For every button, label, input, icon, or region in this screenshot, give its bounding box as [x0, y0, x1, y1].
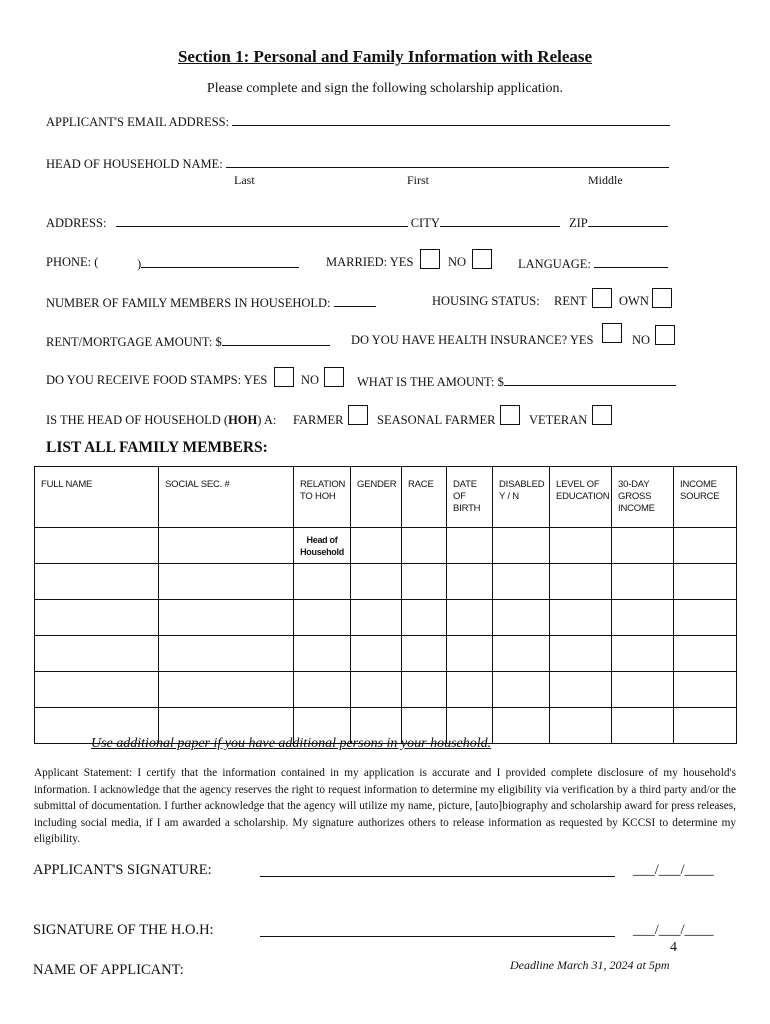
food-stamps-amount-field[interactable]	[504, 373, 676, 386]
table-cell[interactable]	[674, 708, 737, 744]
table-cell[interactable]	[159, 564, 294, 600]
table-cell[interactable]	[402, 564, 447, 600]
col-relation-to-hoh: RELATION TO HOH	[294, 467, 351, 528]
veteran-label: VETERAN	[529, 413, 588, 427]
col-full-name: FULL NAME	[35, 467, 159, 528]
married-no-label: NO	[448, 255, 467, 269]
rent-amount-label: RENT/MORTGAGE AMOUNT: $	[46, 335, 222, 349]
table-cell[interactable]	[493, 600, 550, 636]
table-cell[interactable]	[612, 672, 674, 708]
col-level-of-education: LEVEL OF EDUCATION	[550, 467, 612, 528]
food-stamps-yes-checkbox[interactable]	[274, 367, 294, 387]
hoh-name-row	[46, 155, 669, 172]
language-row	[518, 255, 668, 272]
table-cell[interactable]	[294, 636, 351, 672]
hoh-type-label-pre: IS THE HEAD OF HOUSEHOLD (	[46, 413, 229, 427]
rent-amount-row	[46, 333, 330, 350]
hoh-name-label: HEAD OF HOUSEHOLD NAME:	[46, 157, 223, 171]
own-label: OWN	[619, 294, 649, 308]
table-cell[interactable]	[493, 708, 550, 744]
email-field[interactable]	[232, 113, 670, 126]
table-cell[interactable]	[35, 600, 159, 636]
table-header-row	[35, 467, 737, 528]
food-stamps-no-checkbox[interactable]	[324, 367, 344, 387]
table-cell[interactable]	[351, 636, 402, 672]
farmer-label: FARMER	[293, 413, 344, 427]
food-stamps-amount-row	[357, 373, 676, 390]
table-cell[interactable]	[550, 708, 612, 744]
hoh-type-label-bold: HOH	[228, 413, 258, 427]
city-label: CITY	[410, 216, 440, 230]
table-cell[interactable]	[447, 564, 493, 600]
table-cell[interactable]	[447, 600, 493, 636]
table-cell[interactable]	[159, 672, 294, 708]
table-cell[interactable]	[493, 564, 550, 600]
table-cell[interactable]	[159, 600, 294, 636]
email-row	[46, 113, 670, 130]
table-cell[interactable]	[402, 672, 447, 708]
table-cell[interactable]	[351, 672, 402, 708]
hoh-type-label-post: ) A:	[257, 413, 277, 427]
hoh-signature-field[interactable]	[260, 924, 615, 937]
zip-field[interactable]	[588, 214, 668, 227]
col-gross-income: 30-DAY GROSS INCOME	[612, 467, 674, 528]
family-members-field[interactable]	[334, 294, 376, 307]
family-members-row	[46, 294, 376, 311]
page-title: Section 1: Personal and Family Information with Release	[177, 47, 593, 66]
table-cell[interactable]	[550, 564, 612, 600]
family-members-table	[34, 466, 737, 744]
table-row	[35, 528, 737, 564]
applicant-signature-date[interactable]: ___/___/____	[633, 862, 714, 878]
table-cell[interactable]	[294, 672, 351, 708]
hoh-relation-cell: Head of Household	[294, 528, 351, 564]
table-row	[35, 636, 737, 672]
health-insurance-label: DO YOU HAVE HEALTH INSURANCE? YES	[351, 333, 594, 347]
rent-label: RENT	[554, 294, 587, 308]
name-part-first: First	[407, 173, 430, 187]
table-cell[interactable]	[447, 672, 493, 708]
table-cell[interactable]	[674, 600, 737, 636]
applicant-signature-field[interactable]	[260, 864, 615, 877]
table-cell[interactable]	[294, 564, 351, 600]
table-cell[interactable]	[612, 600, 674, 636]
married-yes-checkbox[interactable]	[420, 249, 440, 269]
deadline-note: Deadline March 31, 2024 at 5pm	[510, 958, 670, 972]
table-cell[interactable]	[612, 528, 674, 564]
zip-label: ZIP	[568, 216, 588, 230]
table-cell[interactable]	[351, 600, 402, 636]
phone-label: PHONE: (	[46, 255, 99, 269]
phone-paren: )	[137, 257, 142, 271]
address-label: ADDRESS:	[46, 216, 107, 230]
hoh-signature-label: SIGNATURE OF THE H.O.H:	[33, 922, 214, 938]
table-cell[interactable]	[493, 528, 550, 564]
hoh-name-field[interactable]	[226, 155, 669, 168]
table-cell[interactable]	[493, 672, 550, 708]
language-field[interactable]	[594, 255, 668, 268]
table-cell[interactable]	[612, 564, 674, 600]
health-insurance-yes-checkbox[interactable]	[602, 323, 622, 343]
table-cell[interactable]	[159, 636, 294, 672]
farmer-checkbox[interactable]	[348, 405, 368, 425]
hoh-signature-date[interactable]: ___/___/____	[633, 922, 714, 938]
table-cell[interactable]	[447, 636, 493, 672]
table-cell[interactable]	[402, 636, 447, 672]
table-cell[interactable]	[550, 600, 612, 636]
address-row	[46, 214, 668, 231]
rent-checkbox[interactable]	[592, 288, 612, 308]
rent-amount-field[interactable]	[222, 333, 330, 346]
table-cell[interactable]	[351, 528, 402, 564]
col-race: RACE	[402, 467, 447, 528]
veteran-checkbox[interactable]	[592, 405, 612, 425]
table-cell[interactable]	[674, 564, 737, 600]
food-stamps-label: DO YOU RECEIVE FOOD STAMPS: YES	[46, 373, 268, 387]
page-subtitle: Please complete and sign the following scholarship application.	[206, 81, 564, 96]
email-label: APPLICANT'S EMAIL ADDRESS:	[46, 115, 230, 129]
table-cell[interactable]	[674, 528, 737, 564]
married-label: MARRIED: YES	[326, 255, 414, 269]
applicant-name-label: NAME OF APPLICANT:	[33, 962, 184, 978]
table-cell[interactable]	[550, 636, 612, 672]
table-cell[interactable]	[159, 528, 294, 564]
col-date-of-birth: DATE OF BIRTH	[447, 467, 493, 528]
phone-row	[137, 255, 299, 272]
table-row	[35, 672, 737, 708]
food-stamps-no-label: NO	[301, 373, 320, 387]
page-number: 4	[670, 940, 677, 955]
address-field[interactable]	[116, 214, 408, 227]
family-members-heading: LIST ALL FAMILY MEMBERS:	[46, 439, 268, 456]
seasonal-farmer-checkbox[interactable]	[500, 405, 520, 425]
table-row	[35, 564, 737, 600]
name-part-last: Last	[234, 173, 255, 187]
additional-paper-note: Use additional paper if you have additional persons in your household.	[91, 736, 492, 751]
city-field[interactable]	[440, 214, 560, 227]
table-cell[interactable]	[402, 600, 447, 636]
table-cell[interactable]	[35, 636, 159, 672]
table-cell[interactable]	[493, 636, 550, 672]
table-cell[interactable]	[402, 528, 447, 564]
table-cell[interactable]	[612, 708, 674, 744]
language-label: LANGUAGE:	[518, 257, 591, 271]
food-stamps-amount-label: WHAT IS THE AMOUNT: $	[357, 375, 504, 389]
applicant-signature-label: APPLICANT'S SIGNATURE:	[33, 862, 212, 878]
table-cell[interactable]	[35, 528, 159, 564]
health-insurance-no-label: NO	[632, 333, 651, 347]
hoh-type-label	[46, 413, 276, 428]
married-no-checkbox[interactable]	[472, 249, 492, 269]
own-checkbox[interactable]	[652, 288, 672, 308]
applicant-statement: Applicant Statement: I certify that the information contained in my application is accurate and I provided complete disclosure of my household's information. I acknowledge that the agency reserves the right to request information to determine my eligibility via verification by a third party and/or the submittal of documentation. I further acknowledge that the agency will utilize my name, picture, [auto]biography and scholarship award for press releases, including social media, if I am awarded a scholarship. My signature authorizes others to release information as requested by KCCSI to determine my eligibility.	[34, 767, 736, 845]
table-cell[interactable]	[550, 528, 612, 564]
col-gender: GENDER	[351, 467, 402, 528]
table-row	[35, 600, 737, 636]
table-cell[interactable]	[294, 600, 351, 636]
table-cell[interactable]	[674, 636, 737, 672]
col-social-sec: SOCIAL SEC. #	[159, 467, 294, 528]
table-cell[interactable]	[351, 564, 402, 600]
family-members-label: NUMBER OF FAMILY MEMBERS IN HOUSEHOLD:	[46, 296, 331, 310]
phone-field[interactable]	[141, 255, 299, 268]
table-cell[interactable]	[550, 672, 612, 708]
col-disabled: DISABLED Y / N	[493, 467, 550, 528]
table-cell[interactable]	[35, 564, 159, 600]
health-insurance-no-checkbox[interactable]	[655, 325, 675, 345]
table-cell[interactable]	[35, 672, 159, 708]
housing-status-label: HOUSING STATUS:	[432, 294, 540, 308]
table-cell[interactable]	[447, 528, 493, 564]
seasonal-farmer-label: SEASONAL FARMER	[377, 413, 496, 427]
name-part-middle: Middle	[588, 173, 623, 187]
col-income-source: INCOME SOURCE	[674, 467, 737, 528]
table-cell[interactable]	[674, 672, 737, 708]
table-cell[interactable]	[612, 636, 674, 672]
